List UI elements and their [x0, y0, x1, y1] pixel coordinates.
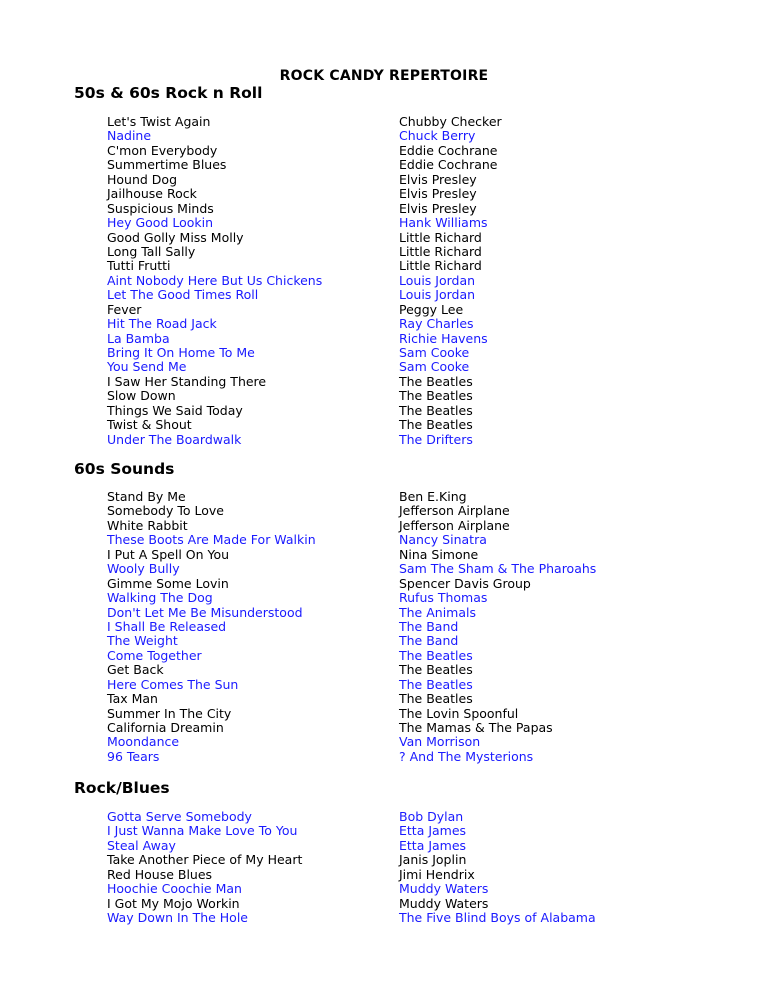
song-row: [0, 317, 768, 331]
song-title: Twist & Shout: [107, 417, 192, 433]
song-title: Good Golly Miss Molly: [107, 229, 244, 245]
artist-name-link[interactable]: Sam Cooke: [399, 345, 470, 360]
song-title: C'mon Everybody: [107, 142, 218, 158]
artist-name-link[interactable]: The Animals: [399, 604, 476, 620]
song-title-link[interactable]: Here Comes The Sun: [107, 676, 239, 692]
song-title-link[interactable]: You Send Me: [107, 359, 187, 375]
song-row: [0, 824, 768, 838]
song-title: Summertime Blues: [107, 157, 227, 173]
artist-name-link[interactable]: Nancy Sinatra: [399, 532, 487, 548]
artist-name: Elvis Presley: [399, 200, 477, 216]
song-title-link[interactable]: Come Together: [107, 647, 202, 663]
song-row: [0, 735, 768, 749]
artist-name: Elvis Presley: [399, 186, 477, 202]
artist-name-link[interactable]: Sam Cooke: [399, 359, 470, 375]
song-row: [0, 288, 768, 302]
song-row: [0, 231, 768, 245]
song-title: Summer In The City: [107, 705, 232, 721]
artist-name: Jefferson Airplane: [399, 517, 510, 533]
artist-name-link[interactable]: ? And The Mysterions: [399, 748, 534, 764]
artist-name: The Beatles: [399, 388, 473, 404]
song-title-link[interactable]: Steal Away: [107, 837, 176, 853]
song-row: [0, 519, 768, 533]
artist-name-link[interactable]: Louis Jordan: [399, 287, 476, 303]
song-row: [0, 490, 768, 504]
song-title-link[interactable]: Wooly Bully: [107, 561, 180, 577]
song-row: [0, 882, 768, 896]
artist-name: Muddy Waters: [399, 895, 489, 911]
artist-name: Ben E.King: [399, 489, 467, 504]
song-title-link[interactable]: Walking The Dog: [107, 590, 213, 606]
song-title: Tax Man: [107, 691, 158, 707]
song-row: [0, 375, 768, 389]
song-title-link[interactable]: Under The Boardwalk: [107, 431, 242, 447]
song-row: [0, 389, 768, 403]
song-title: Things We Said Today: [107, 402, 243, 418]
song-row: [0, 216, 768, 230]
song-title: Jailhouse Rock: [107, 186, 197, 202]
song-title: I Got My Mojo Workin: [107, 895, 240, 911]
song-title: Somebody To Love: [107, 503, 224, 519]
song-row: [0, 433, 768, 447]
song-title: California Dreamin: [107, 720, 224, 735]
song-title: Get Back: [107, 662, 164, 678]
song-title-link[interactable]: I Shall Be Released: [107, 618, 227, 634]
song-title-link[interactable]: Don't Let Me Be Misunderstood: [107, 604, 303, 620]
song-row: [0, 245, 768, 259]
song-title: White Rabbit: [107, 517, 188, 533]
artist-name-link[interactable]: The Band: [399, 618, 459, 634]
song-row: [0, 911, 768, 925]
song-title-link[interactable]: Nadine: [107, 128, 152, 144]
song-row: [0, 504, 768, 518]
song-row: [0, 360, 768, 374]
artist-name: Chubby Checker: [399, 114, 502, 129]
artist-name: Little Richard: [399, 258, 482, 274]
artist-name: The Beatles: [399, 373, 473, 389]
song-row: [0, 274, 768, 288]
song-title: Slow Down: [107, 388, 176, 404]
song-row: [0, 158, 768, 172]
song-row: [0, 606, 768, 620]
song-title-link[interactable]: Bring It On Home To Me: [107, 345, 255, 360]
section-heading-60s-sounds: 60s Sounds: [74, 460, 175, 478]
song-row: [0, 562, 768, 576]
song-row: [0, 692, 768, 706]
song-list-rock-blues: [0, 810, 768, 926]
song-row: [0, 810, 768, 824]
artist-name: The Beatles: [399, 662, 473, 678]
song-row: [0, 620, 768, 634]
artist-name: Jefferson Airplane: [399, 503, 510, 519]
song-row: [0, 259, 768, 273]
song-row: [0, 303, 768, 317]
song-row: [0, 839, 768, 853]
artist-name-link[interactable]: The Beatles: [399, 676, 473, 692]
artist-name: Elvis Presley: [399, 171, 477, 187]
artist-name-link[interactable]: Louis Jordan: [399, 272, 476, 288]
song-title: I Put A Spell On You: [107, 546, 230, 562]
song-title-link[interactable]: I Just Wanna Make Love To You: [107, 823, 298, 839]
song-title-link[interactable]: Aint Nobody Here But Us Chickens: [107, 272, 323, 288]
section-heading-50s-60s: 50s & 60s Rock n Roll: [74, 84, 263, 102]
song-row: [0, 663, 768, 677]
artist-name: The Beatles: [399, 402, 473, 418]
song-row: [0, 577, 768, 591]
artist-name-link[interactable]: Muddy Waters: [399, 881, 489, 897]
song-row: [0, 750, 768, 764]
song-row: [0, 173, 768, 187]
artist-name-link[interactable]: Etta James: [399, 837, 467, 853]
song-row: [0, 707, 768, 721]
song-list-50s-60s: [0, 115, 768, 447]
artist-name: Jimi Hendrix: [399, 866, 475, 882]
artist-name-link[interactable]: Etta James: [399, 823, 467, 839]
artist-name-link[interactable]: Hank Williams: [399, 215, 488, 231]
song-row: [0, 129, 768, 143]
artist-name: Nina Simone: [399, 546, 479, 562]
artist-name-link[interactable]: Sam The Sham & The Pharoahs: [399, 561, 597, 577]
artist-name-link[interactable]: Chuck Berry: [399, 128, 476, 144]
artist-name: Eddie Cochrane: [399, 157, 498, 173]
song-row: [0, 332, 768, 346]
song-title-link[interactable]: Way Down In The Hole: [107, 910, 248, 926]
song-title-link[interactable]: Hey Good Lookin: [107, 215, 214, 231]
artist-name: The Lovin Spoonful: [399, 705, 519, 721]
artist-name-link[interactable]: The Beatles: [399, 647, 473, 663]
song-title-link[interactable]: 96 Tears: [107, 748, 160, 764]
song-title: Suspicious Minds: [107, 200, 214, 216]
song-title-link[interactable]: The Weight: [107, 633, 178, 649]
song-title: Fever: [107, 301, 142, 317]
song-title-link[interactable]: Let The Good Times Roll: [107, 287, 259, 303]
song-row: [0, 144, 768, 158]
song-title: I Saw Her Standing There: [107, 373, 267, 389]
artist-name-link[interactable]: Van Morrison: [399, 734, 481, 750]
song-row: [0, 548, 768, 562]
artist-name: Spencer Davis Group: [399, 575, 531, 591]
artist-name-link[interactable]: The Five Blind Boys of Alabama: [399, 910, 596, 926]
song-title-link[interactable]: Hit The Road Jack: [107, 316, 217, 332]
artist-name: Little Richard: [399, 229, 482, 245]
song-title: Stand By Me: [107, 489, 186, 504]
song-list-60s-sounds: [0, 490, 768, 764]
song-row: [0, 591, 768, 605]
page-title: ROCK CANDY REPERTOIRE: [279, 68, 489, 84]
song-title: Long Tall Sally: [107, 243, 196, 259]
artist-name-link[interactable]: The Drifters: [399, 431, 473, 447]
artist-name: Peggy Lee: [399, 301, 464, 317]
artist-name: The Beatles: [399, 417, 473, 433]
artist-name-link[interactable]: Richie Havens: [399, 330, 488, 346]
artist-name-link[interactable]: Bob Dylan: [399, 809, 464, 824]
song-row: [0, 115, 768, 129]
artist-name: The Beatles: [399, 691, 473, 707]
section-heading-rock-blues: Rock/Blues: [74, 779, 170, 797]
song-row: [0, 897, 768, 911]
song-row: [0, 634, 768, 648]
song-row: [0, 202, 768, 216]
song-row: [0, 853, 768, 867]
song-row: [0, 418, 768, 432]
song-title: Red House Blues: [107, 866, 213, 882]
song-title-link[interactable]: Moondance: [107, 734, 180, 750]
artist-name: Little Richard: [399, 243, 482, 259]
song-title-link[interactable]: La Bamba: [107, 330, 170, 346]
song-title: Gimme Some Lovin: [107, 575, 229, 591]
song-row: [0, 868, 768, 882]
song-row: [0, 533, 768, 547]
song-row: [0, 649, 768, 663]
song-title-link[interactable]: Hoochie Coochie Man: [107, 881, 242, 897]
song-title: Let's Twist Again: [107, 114, 211, 129]
song-row: [0, 678, 768, 692]
artist-name: The Mamas & The Papas: [399, 720, 553, 735]
song-title: Tutti Frutti: [107, 258, 171, 274]
song-title: Hound Dog: [107, 171, 178, 187]
artist-name: Janis Joplin: [399, 852, 467, 868]
artist-name-link[interactable]: Rufus Thomas: [399, 590, 488, 606]
artist-name-link[interactable]: The Band: [399, 633, 459, 649]
song-title-link[interactable]: Gotta Serve Somebody: [107, 809, 252, 824]
song-row: [0, 187, 768, 201]
artist-name: Eddie Cochrane: [399, 142, 498, 158]
song-row: [0, 721, 768, 735]
song-row: [0, 404, 768, 418]
song-title-link[interactable]: These Boots Are Made For Walkin: [107, 532, 316, 548]
artist-name-link[interactable]: Ray Charles: [399, 316, 474, 332]
song-row: [0, 346, 768, 360]
song-title: Take Another Piece of My Heart: [107, 852, 303, 868]
